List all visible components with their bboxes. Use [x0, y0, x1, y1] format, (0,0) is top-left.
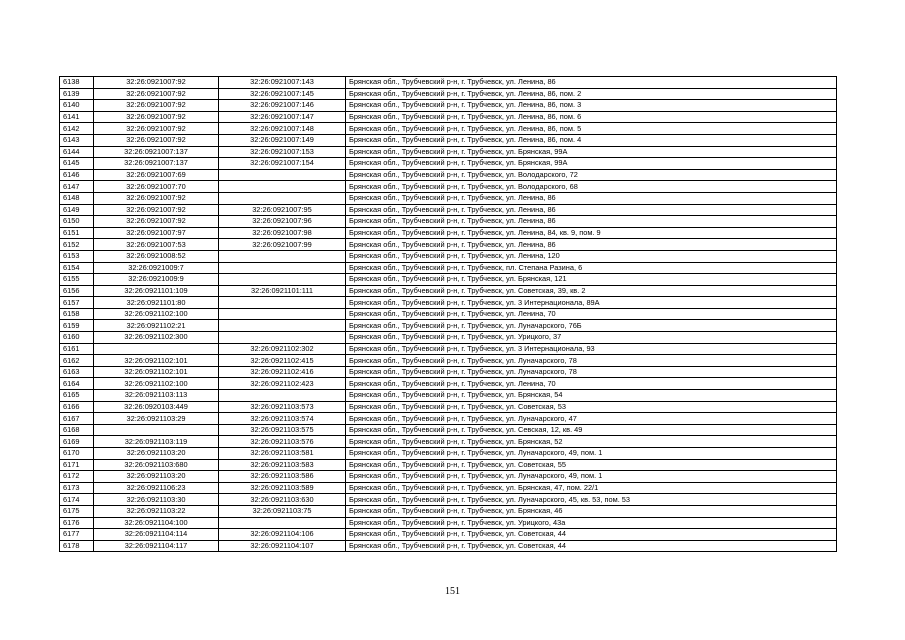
cadastral-number-cell: 32:26:0921007:95 [219, 204, 346, 216]
row-number-cell: 6170 [60, 448, 94, 460]
row-number-cell: 6160 [60, 332, 94, 344]
address-cell: Брянская обл., Трубчевский р-н, г. Трубчевск, ул. Урицкого, 37 [346, 332, 837, 344]
row-number-cell: 6171 [60, 459, 94, 471]
row-number-cell: 6149 [60, 204, 94, 216]
table-row [60, 285, 837, 297]
cadastral-number-cell: 32:26:0921007:99 [219, 239, 346, 251]
table-row [60, 529, 837, 541]
table-row [60, 146, 837, 158]
row-number-cell: 6162 [60, 355, 94, 367]
table-row [60, 216, 837, 228]
row-number-cell: 6174 [60, 494, 94, 506]
row-number-cell: 6139 [60, 88, 94, 100]
page-number: 151 [445, 586, 460, 597]
parent-cadastral-cell: 32:26:0921101:109 [94, 285, 219, 297]
table-row [60, 192, 837, 204]
parent-cadastral-cell: 32:26:0921106:23 [94, 482, 219, 494]
address-cell: Брянская обл., Трубчевский р-н, г. Трубчевск, ул. Брянская, 46 [346, 505, 837, 517]
table-row [60, 262, 837, 274]
parent-cadastral-cell: 32:26:0921007:70 [94, 181, 219, 193]
registry-table [59, 76, 837, 552]
cadastral-number-cell: 32:26:0921102:423 [219, 378, 346, 390]
cadastral-number-cell: 32:26:0921103:75 [219, 505, 346, 517]
row-number-cell: 6157 [60, 297, 94, 309]
row-number-cell: 6161 [60, 343, 94, 355]
address-cell: Брянская обл., Трубчевский р-н, г. Трубчевск, ул. Луначарского, 78 [346, 366, 837, 378]
table-row [60, 227, 837, 239]
row-number-cell: 6138 [60, 77, 94, 89]
cadastral-number-cell: 32:26:0921007:143 [219, 77, 346, 89]
cadastral-number-cell: 32:26:0921102:416 [219, 366, 346, 378]
row-number-cell: 6151 [60, 227, 94, 239]
cadastral-number-cell: 32:26:0921102:302 [219, 343, 346, 355]
table-row [60, 459, 837, 471]
parent-cadastral-cell: 32:26:0921102:300 [94, 332, 219, 344]
row-number-cell: 6169 [60, 436, 94, 448]
table-row [60, 505, 837, 517]
table-row [60, 436, 837, 448]
cadastral-number-cell [219, 390, 346, 402]
cadastral-number-cell: 32:26:0921104:106 [219, 529, 346, 541]
row-number-cell: 6163 [60, 366, 94, 378]
table-row [60, 181, 837, 193]
parent-cadastral-cell: 32:26:0921007:92 [94, 77, 219, 89]
cadastral-number-cell [219, 262, 346, 274]
table-row [60, 448, 837, 460]
parent-cadastral-cell: 32:26:0921007:137 [94, 158, 219, 170]
address-cell: Брянская обл., Трубчевский р-н, г. Трубчевск, ул. Ленина, 86 [346, 77, 837, 89]
address-cell: Брянская обл., Трубчевский р-н, г. Трубчевск, ул. 3 Интернационала, 93 [346, 343, 837, 355]
address-cell: Брянская обл., Трубчевский р-н, г. Трубчевск, ул. Брянская, 54 [346, 390, 837, 402]
address-cell: Брянская обл., Трубчевский р-н, г. Трубчевск, ул. Брянская, 47, пом. 22/1 [346, 482, 837, 494]
row-number-cell: 6166 [60, 401, 94, 413]
row-number-cell: 6172 [60, 471, 94, 483]
row-number-cell: 6146 [60, 169, 94, 181]
address-cell: Брянская обл., Трубчевский р-н, г. Трубчевск, ул. Ленина, 86, пом. 6 [346, 111, 837, 123]
table-row [60, 274, 837, 286]
address-cell: Брянская обл., Трубчевский р-н, г. Трубчевск, ул. Ленина, 84, кв. 9, пом. 9 [346, 227, 837, 239]
parent-cadastral-cell: 32:26:0921101:80 [94, 297, 219, 309]
parent-cadastral-cell: 32:26:0921102:100 [94, 308, 219, 320]
cadastral-number-cell: 32:26:0921102:415 [219, 355, 346, 367]
parent-cadastral-cell: 32:26:0921103:20 [94, 471, 219, 483]
row-number-cell: 6158 [60, 308, 94, 320]
parent-cadastral-cell: 32:26:0921007:92 [94, 123, 219, 135]
cadastral-number-cell [219, 517, 346, 529]
row-number-cell: 6168 [60, 424, 94, 436]
cadastral-number-cell: 32:26:0921103:581 [219, 448, 346, 460]
row-number-cell: 6142 [60, 123, 94, 135]
row-number-cell: 6141 [60, 111, 94, 123]
address-cell: Брянская обл., Трубчевский р-н, г. Трубчевск, ул. Ленина, 86 [346, 192, 837, 204]
table-row [60, 540, 837, 552]
address-cell: Брянская обл., Трубчевский р-н, г. Трубчевск, ул. Володарского, 68 [346, 181, 837, 193]
row-number-cell: 6153 [60, 250, 94, 262]
parent-cadastral-cell: 32:26:0921104:114 [94, 529, 219, 541]
table-row [60, 517, 837, 529]
table-row [60, 134, 837, 146]
row-number-cell: 6175 [60, 505, 94, 517]
address-cell: Брянская обл., Трубчевский р-н, г. Трубчевск, ул. Брянская, 99А [346, 146, 837, 158]
parent-cadastral-cell: 32:26:0921102:101 [94, 366, 219, 378]
cadastral-number-cell: 32:26:0921103:630 [219, 494, 346, 506]
row-number-cell: 6145 [60, 158, 94, 170]
row-number-cell: 6178 [60, 540, 94, 552]
parent-cadastral-cell [94, 343, 219, 355]
cadastral-number-cell: 32:26:0921103:575 [219, 424, 346, 436]
parent-cadastral-cell [94, 424, 219, 436]
table-row [60, 88, 837, 100]
table-row [60, 204, 837, 216]
parent-cadastral-cell: 32:26:0921103:30 [94, 494, 219, 506]
parent-cadastral-cell: 32:26:0921103:113 [94, 390, 219, 402]
row-number-cell: 6177 [60, 529, 94, 541]
parent-cadastral-cell: 32:26:0921103:20 [94, 448, 219, 460]
address-cell: Брянская обл., Трубчевский р-н, г. Трубчевск, ул. Севская, 12, кв. 49 [346, 424, 837, 436]
table-row [60, 424, 837, 436]
address-cell: Брянская обл., Трубчевский р-н, г. Трубчевск, ул. Ленина, 86 [346, 239, 837, 251]
cadastral-number-cell [219, 169, 346, 181]
table-row [60, 239, 837, 251]
address-cell: Брянская обл., Трубчевский р-н, г. Трубчевск, ул. Ленина, 86, пом. 4 [346, 134, 837, 146]
table-row [60, 123, 837, 135]
cadastral-number-cell: 32:26:0921007:153 [219, 146, 346, 158]
parent-cadastral-cell: 32:26:0921007:92 [94, 88, 219, 100]
table-row [60, 308, 837, 320]
table-row [60, 343, 837, 355]
address-cell: Брянская обл., Трубчевский р-н, г. Трубчевск, ул. Советская, 53 [346, 401, 837, 413]
parent-cadastral-cell: 32:26:0921103:29 [94, 413, 219, 425]
cadastral-number-cell [219, 250, 346, 262]
address-cell: Брянская обл., Трубчевский р-н, г. Трубчевск, ул. Советская, 44 [346, 540, 837, 552]
parent-cadastral-cell: 32:26:0921102:21 [94, 320, 219, 332]
row-number-cell: 6148 [60, 192, 94, 204]
table-row [60, 355, 837, 367]
table-row [60, 366, 837, 378]
row-number-cell: 6154 [60, 262, 94, 274]
table-row [60, 378, 837, 390]
address-cell: Брянская обл., Трубчевский р-н, г. Трубчевск, ул. Ленина, 120 [346, 250, 837, 262]
address-cell: Брянская обл., Трубчевский р-н, г. Трубчевск, ул. Ленина, 70 [346, 308, 837, 320]
row-number-cell: 6176 [60, 517, 94, 529]
parent-cadastral-cell: 32:26:0921007:92 [94, 100, 219, 112]
address-cell: Брянская обл., Трубчевский р-н, г. Трубчевск, ул. Луначарского, 49, пом. 1 [346, 448, 837, 460]
row-number-cell: 6144 [60, 146, 94, 158]
address-cell: Брянская обл., Трубчевский р-н, г. Трубчевск, ул. Советская, 39, кв. 2 [346, 285, 837, 297]
table-row [60, 494, 837, 506]
parent-cadastral-cell: 32:26:0921007:137 [94, 146, 219, 158]
table-row [60, 390, 837, 402]
cadastral-number-cell [219, 320, 346, 332]
address-cell: Брянская обл., Трубчевский р-н, г. Трубчевск, ул. Брянская, 99А [346, 158, 837, 170]
table-row [60, 482, 837, 494]
row-number-cell: 6150 [60, 216, 94, 228]
row-number-cell: 6147 [60, 181, 94, 193]
address-cell: Брянская обл., Трубчевский р-н, г. Трубчевск, ул. Луначарского, 47 [346, 413, 837, 425]
cadastral-number-cell [219, 332, 346, 344]
cadastral-number-cell: 32:26:0921103:573 [219, 401, 346, 413]
parent-cadastral-cell: 32:26:0920103:449 [94, 401, 219, 413]
cadastral-number-cell: 32:26:0921101:111 [219, 285, 346, 297]
parent-cadastral-cell: 32:26:0921007:92 [94, 204, 219, 216]
address-cell: Брянская обл., Трубчевский р-н, г. Трубчевск, ул. Брянская, 121 [346, 274, 837, 286]
table-row [60, 413, 837, 425]
address-cell: Брянская обл., Трубчевский р-н, г. Трубчевск, ул. Ленина, 86, пом. 2 [346, 88, 837, 100]
parent-cadastral-cell: 32:26:0921007:69 [94, 169, 219, 181]
cadastral-number-cell: 32:26:0921007:147 [219, 111, 346, 123]
address-cell: Брянская обл., Трубчевский р-н, г. Трубчевск, ул. Ленина, 86 [346, 216, 837, 228]
cadastral-number-cell: 32:26:0921007:145 [219, 88, 346, 100]
parent-cadastral-cell: 32:26:0921102:101 [94, 355, 219, 367]
cadastral-number-cell: 32:26:0921007:146 [219, 100, 346, 112]
row-number-cell: 6140 [60, 100, 94, 112]
table-row [60, 77, 837, 89]
row-number-cell: 6156 [60, 285, 94, 297]
cadastral-number-cell [219, 297, 346, 309]
address-cell: Брянская обл., Трубчевский р-н, г. Трубчевск, ул. Ленина, 70 [346, 378, 837, 390]
address-cell: Брянская обл., Трубчевский р-н, г. Трубчевск, ул. Луначарского, 45, кв. 53, пом. 53 [346, 494, 837, 506]
parent-cadastral-cell: 32:26:0921007:97 [94, 227, 219, 239]
table-row [60, 250, 837, 262]
parent-cadastral-cell: 32:26:0921103:680 [94, 459, 219, 471]
address-cell: Брянская обл., Трубчевский р-н, г. Трубчевск, ул. 3 Интернационала, 89А [346, 297, 837, 309]
parent-cadastral-cell: 32:26:0921007:92 [94, 192, 219, 204]
registry-table-body [60, 77, 837, 552]
cadastral-number-cell [219, 181, 346, 193]
table-row [60, 401, 837, 413]
table-row [60, 320, 837, 332]
cadastral-number-cell [219, 192, 346, 204]
cadastral-number-cell: 32:26:0921103:589 [219, 482, 346, 494]
cadastral-number-cell: 32:26:0921007:148 [219, 123, 346, 135]
address-cell: Брянская обл., Трубчевский р-н, г. Трубчевск, ул. Володарского, 72 [346, 169, 837, 181]
row-number-cell: 6143 [60, 134, 94, 146]
parent-cadastral-cell: 32:26:0921103:22 [94, 505, 219, 517]
cadastral-number-cell [219, 308, 346, 320]
address-cell: Брянская обл., Трубчевский р-н, г. Трубчевск, ул. Ленина, 86 [346, 204, 837, 216]
cadastral-number-cell: 32:26:0921103:583 [219, 459, 346, 471]
table-row [60, 332, 837, 344]
parent-cadastral-cell: 32:26:0921007:92 [94, 216, 219, 228]
cadastral-number-cell [219, 274, 346, 286]
cadastral-number-cell: 32:26:0921103:586 [219, 471, 346, 483]
table-row [60, 169, 837, 181]
parent-cadastral-cell: 32:26:0921008:52 [94, 250, 219, 262]
cadastral-number-cell: 32:26:0921007:98 [219, 227, 346, 239]
row-number-cell: 6165 [60, 390, 94, 402]
address-cell: Брянская обл., Трубчевский р-н, г. Трубчевск, пл. Степана Разина, 6 [346, 262, 837, 274]
address-cell: Брянская обл., Трубчевский р-н, г. Трубчевск, ул. Советская, 55 [346, 459, 837, 471]
parent-cadastral-cell: 32:26:0921009:7 [94, 262, 219, 274]
parent-cadastral-cell: 32:26:0921104:100 [94, 517, 219, 529]
cadastral-number-cell: 32:26:0921007:96 [219, 216, 346, 228]
cadastral-number-cell: 32:26:0921104:107 [219, 540, 346, 552]
address-cell: Брянская обл., Трубчевский р-н, г. Трубчевск, ул. Луначарского, 76Б [346, 320, 837, 332]
parent-cadastral-cell: 32:26:0921007:53 [94, 239, 219, 251]
row-number-cell: 6173 [60, 482, 94, 494]
table-row [60, 111, 837, 123]
table-row [60, 158, 837, 170]
row-number-cell: 6155 [60, 274, 94, 286]
table-row [60, 471, 837, 483]
address-cell: Брянская обл., Трубчевский р-н, г. Трубчевск, ул. Урицкого, 43а [346, 517, 837, 529]
address-cell: Брянская обл., Трубчевский р-н, г. Трубчевск, ул. Ленина, 86, пом. 3 [346, 100, 837, 112]
table-row [60, 100, 837, 112]
cadastral-number-cell: 32:26:0921007:149 [219, 134, 346, 146]
cadastral-number-cell: 32:26:0921103:574 [219, 413, 346, 425]
table-row [60, 297, 837, 309]
row-number-cell: 6164 [60, 378, 94, 390]
address-cell: Брянская обл., Трубчевский р-н, г. Трубчевск, ул. Брянская, 52 [346, 436, 837, 448]
address-cell: Брянская обл., Трубчевский р-н, г. Трубчевск, ул. Луначарского, 49, пом. 1 [346, 471, 837, 483]
row-number-cell: 6152 [60, 239, 94, 251]
parent-cadastral-cell: 32:26:0921007:92 [94, 111, 219, 123]
row-number-cell: 6159 [60, 320, 94, 332]
parent-cadastral-cell: 32:26:0921009:9 [94, 274, 219, 286]
parent-cadastral-cell: 32:26:0921103:119 [94, 436, 219, 448]
address-cell: Брянская обл., Трубчевский р-н, г. Трубчевск, ул. Ленина, 86, пом. 5 [346, 123, 837, 135]
parent-cadastral-cell: 32:26:0921104:117 [94, 540, 219, 552]
parent-cadastral-cell: 32:26:0921102:100 [94, 378, 219, 390]
address-cell: Брянская обл., Трубчевский р-н, г. Трубчевск, ул. Луначарского, 78 [346, 355, 837, 367]
row-number-cell: 6167 [60, 413, 94, 425]
cadastral-number-cell: 32:26:0921007:154 [219, 158, 346, 170]
address-cell: Брянская обл., Трубчевский р-н, г. Трубчевск, ул. Советская, 44 [346, 529, 837, 541]
parent-cadastral-cell: 32:26:0921007:92 [94, 134, 219, 146]
cadastral-number-cell: 32:26:0921103:576 [219, 436, 346, 448]
